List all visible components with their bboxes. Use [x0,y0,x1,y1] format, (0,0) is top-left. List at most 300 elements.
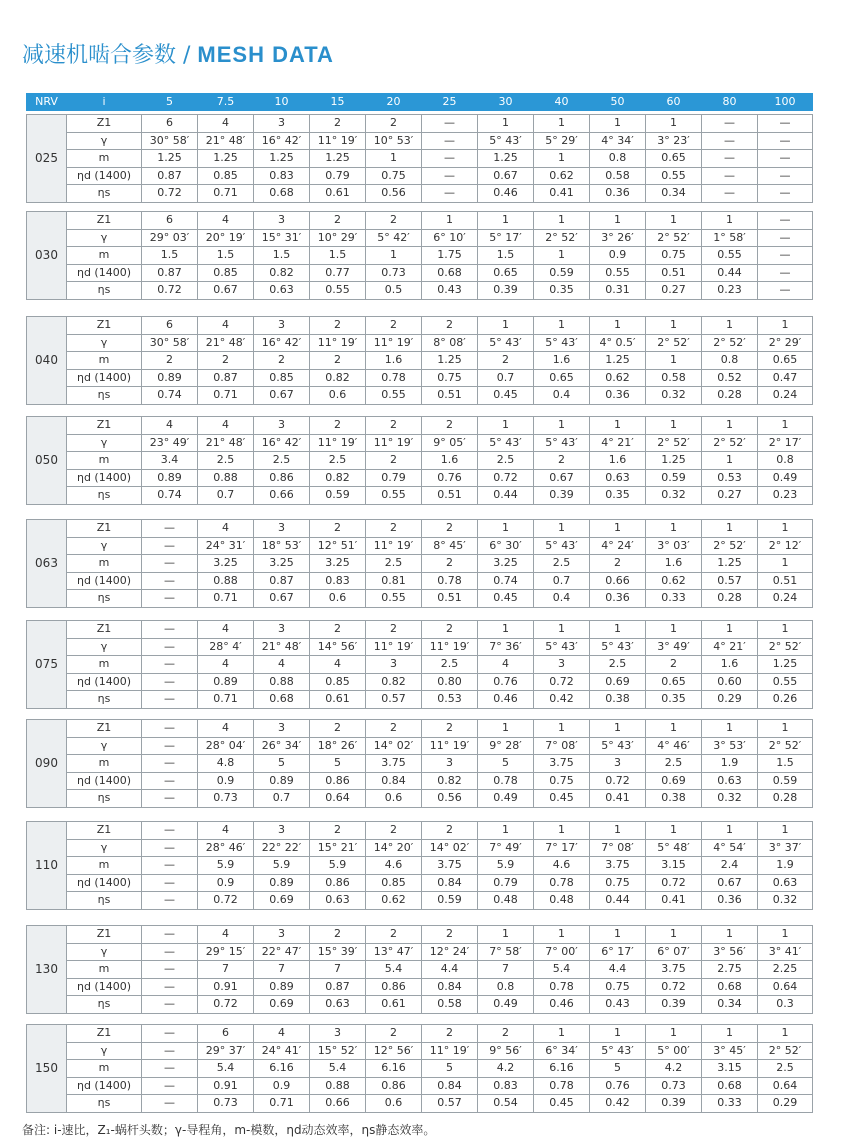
data-cell: 0.32 [702,790,758,808]
data-cell: 2 [590,555,646,573]
data-cell: 2° 12′ [758,537,813,555]
data-cell: 2 [310,520,366,538]
data-cell: 1.25 [646,452,702,470]
data-cell: 0.51 [758,572,813,590]
data-cell: 1 [646,926,702,944]
data-cell: 1.6 [646,555,702,573]
parameter-label: γ [67,537,142,555]
data-cell: 4.2 [478,1060,534,1078]
data-cell: 1 [646,317,702,335]
data-cell: 0.41 [534,185,590,203]
data-cell: 1.6 [590,452,646,470]
table-row [27,185,813,203]
data-cell: 0.82 [422,772,478,790]
nrv-block-table [26,719,813,808]
data-cell: 1 [590,417,646,435]
data-cell: 0.67 [254,590,310,608]
nrv-block-table [26,416,813,505]
header-cell: NRV [27,94,67,111]
data-cell: 0.7 [254,790,310,808]
data-cell: 1.25 [590,352,646,370]
data-cell: 0.31 [590,282,646,300]
table-row [27,943,813,961]
data-cell: 3.75 [422,857,478,875]
data-cell: 0.62 [590,369,646,387]
data-cell: 0.86 [366,1077,422,1095]
data-cell: 2.5 [310,452,366,470]
nrv-block-table [26,519,813,608]
data-cell: 1 [534,317,590,335]
parameter-label: ηs [67,790,142,808]
data-cell: 0.55 [590,264,646,282]
data-cell: 2 [142,352,198,370]
data-cell: 5° 42′ [366,229,422,247]
data-cell: 3° 23′ [646,132,702,150]
data-cell: 0.80 [422,673,478,691]
data-cell: 0.39 [478,282,534,300]
parameter-label: ηd (1400) [67,1077,142,1095]
data-cell: 4.8 [198,755,254,773]
data-cell: 0.43 [590,996,646,1014]
data-cell: 0.61 [310,185,366,203]
data-cell: 0.8 [478,978,534,996]
data-cell: 0.75 [590,874,646,892]
data-cell: 21° 48′ [254,638,310,656]
data-cell: — [422,185,478,203]
parameter-label: γ [67,943,142,961]
table-row [27,229,813,247]
data-cell: 5° 29′ [534,132,590,150]
data-cell: 0.68 [422,264,478,282]
data-cell: 5° 43′ [534,638,590,656]
data-cell: 3 [254,417,310,435]
data-cell: 0.91 [198,1077,254,1095]
data-cell: — [142,673,198,691]
data-cell: 1 [534,621,590,639]
data-cell: 0.79 [310,167,366,185]
data-cell: 4 [198,520,254,538]
data-cell: 0.78 [534,874,590,892]
nrv-block-table [26,1024,813,1113]
data-cell: — [142,1060,198,1078]
data-cell: 0.57 [702,572,758,590]
table-row [27,772,813,790]
data-cell: 0.36 [702,892,758,910]
nrv-block-table [26,316,813,405]
data-cell: 0.61 [366,996,422,1014]
data-cell: 11° 19′ [422,638,478,656]
data-cell: 8° 08′ [422,334,478,352]
data-cell: 2 [310,417,366,435]
data-cell: 0.7 [478,369,534,387]
data-cell: 4° 46′ [646,737,702,755]
data-cell: 0.59 [310,487,366,505]
data-cell: 0.28 [758,790,813,808]
data-cell: 0.65 [534,369,590,387]
data-cell: 0.45 [534,790,590,808]
data-cell: 2 [422,720,478,738]
data-cell: 0.57 [366,691,422,709]
data-cell: 4° 0.5′ [590,334,646,352]
data-cell: 0.84 [422,978,478,996]
data-cell: — [702,150,758,168]
data-cell: 0.67 [534,469,590,487]
parameter-label: m [67,656,142,674]
data-cell: — [758,282,813,300]
data-cell: — [758,150,813,168]
data-cell: 0.75 [422,369,478,387]
data-cell: 0.44 [702,264,758,282]
data-cell: 0.86 [254,469,310,487]
data-cell: 6 [198,1025,254,1043]
data-cell: 2 [310,822,366,840]
data-cell: 0.60 [702,673,758,691]
data-cell: 0.59 [646,469,702,487]
data-cell: 0.63 [758,874,813,892]
data-cell: 5° 48′ [646,839,702,857]
data-cell: 0.73 [646,1077,702,1095]
data-cell: 6.16 [366,1060,422,1078]
parameter-label: ηs [67,1095,142,1113]
data-cell: 0.8 [702,352,758,370]
data-cell: 6 [142,115,198,133]
data-cell: 4.6 [366,857,422,875]
parameter-label: ηs [67,691,142,709]
table-row [27,469,813,487]
table-row [27,1095,813,1113]
data-cell: 0.85 [310,673,366,691]
data-cell: 0.23 [758,487,813,505]
data-cell: 2 [422,417,478,435]
data-cell: 0.85 [366,874,422,892]
table-row [27,790,813,808]
data-cell: 5° 00′ [646,1042,702,1060]
data-cell: 2° 52′ [702,434,758,452]
data-cell: 0.55 [758,673,813,691]
data-cell: 1 [534,720,590,738]
nrv-size-label: 110 [27,822,67,910]
data-cell: 30° 58′ [142,334,198,352]
data-cell: 1 [534,212,590,230]
data-cell: 0.69 [590,673,646,691]
data-cell: 2.25 [758,961,813,979]
data-cell: 2 [198,352,254,370]
title-en: MESH DATA [197,42,334,67]
data-cell: 1.25 [702,555,758,573]
data-cell: — [758,167,813,185]
data-cell: 0.43 [422,282,478,300]
data-cell: 0.3 [758,996,813,1014]
header-cell: 30 [478,94,534,111]
data-cell: — [142,656,198,674]
data-cell: — [702,185,758,203]
data-cell: 4 [198,317,254,335]
header-cell: 40 [534,94,590,111]
data-cell: 11° 19′ [422,737,478,755]
table-row [27,555,813,573]
data-cell: 1.6 [702,656,758,674]
data-cell: 0.86 [310,772,366,790]
data-cell: 1.25 [422,352,478,370]
data-cell: 3.15 [646,857,702,875]
parameter-label: Z1 [67,621,142,639]
data-cell: 0.59 [534,264,590,282]
data-cell: 1 [702,317,758,335]
data-cell: 0.27 [702,487,758,505]
data-cell: 0.7 [198,487,254,505]
nrv-size-label: 130 [27,926,67,1014]
data-cell: 4 [310,656,366,674]
data-cell: 0.78 [534,978,590,996]
data-cell: 0.83 [310,572,366,590]
data-cell: 1.5 [142,247,198,265]
parameter-label: m [67,150,142,168]
data-cell: 0.69 [254,996,310,1014]
data-cell: 4.4 [422,961,478,979]
data-cell: 2 [310,352,366,370]
data-cell: 1 [702,520,758,538]
data-cell: 2.4 [702,857,758,875]
nrv-block-table [26,821,813,910]
data-cell: 5 [254,755,310,773]
header-cell: 10 [254,94,310,111]
data-cell: 2 [366,822,422,840]
data-cell: 10° 29′ [310,229,366,247]
data-cell: 5° 43′ [590,638,646,656]
data-cell: 0.71 [198,691,254,709]
header-cell: 60 [646,94,702,111]
data-cell: 0.55 [310,282,366,300]
data-cell: 6° 30′ [478,537,534,555]
data-cell: 2 [366,926,422,944]
data-cell: 2 [310,317,366,335]
data-cell: 11° 19′ [310,334,366,352]
data-cell: 0.66 [310,1095,366,1113]
data-cell: 1 [758,1025,813,1043]
data-cell: 20° 19′ [198,229,254,247]
data-cell: 1 [646,352,702,370]
table-row [27,857,813,875]
data-cell: 3° 37′ [758,839,813,857]
data-cell: 0.64 [758,1077,813,1095]
data-cell: 1 [758,822,813,840]
header-cell: 25 [422,94,478,111]
header-cell: 80 [702,94,758,111]
data-cell: 0.75 [590,978,646,996]
data-cell: 1.6 [534,352,590,370]
data-cell: — [142,621,198,639]
data-cell: 0.89 [254,978,310,996]
data-cell: 0.84 [366,772,422,790]
data-cell: 2 [310,720,366,738]
data-cell: — [142,943,198,961]
data-cell: 1 [590,1025,646,1043]
parameter-label: γ [67,132,142,150]
parameter-label: ηs [67,892,142,910]
data-cell: 2 [422,555,478,573]
data-cell: 29° 03′ [142,229,198,247]
data-cell: 0.8 [758,452,813,470]
data-cell: 2° 52′ [758,638,813,656]
data-cell: 2 [366,1025,422,1043]
data-cell: — [702,167,758,185]
table-row [27,317,813,335]
footnote: 备注: i-速比，Z₁-蜗杆头数；γ-导程角，m-模数，ηd动态效率，ηs静态效率。 [22,1123,436,1137]
data-cell: 6° 34′ [534,1042,590,1060]
parameter-label: m [67,857,142,875]
data-cell: 0.72 [534,673,590,691]
data-cell: 3.15 [702,1060,758,1078]
data-cell: 0.58 [422,996,478,1014]
data-cell: 0.91 [198,978,254,996]
data-cell: 2° 52′ [646,434,702,452]
data-cell: 12° 24′ [422,943,478,961]
data-cell: 2 [422,520,478,538]
data-cell: — [422,115,478,133]
data-cell: 4 [198,417,254,435]
parameter-label: ηs [67,487,142,505]
data-cell: 16° 42′ [254,434,310,452]
data-cell: 2 [366,115,422,133]
data-cell: 6.16 [254,1060,310,1078]
parameter-label: Z1 [67,417,142,435]
mesh-data-header [26,93,813,111]
data-cell: 0.41 [646,892,702,910]
data-cell: 5 [310,755,366,773]
data-cell: 3 [254,822,310,840]
data-cell: 0.65 [646,673,702,691]
data-cell: 0.78 [366,369,422,387]
data-cell: 0.51 [422,590,478,608]
data-cell: 0.33 [646,590,702,608]
data-cell: 0.32 [758,892,813,910]
data-cell: 4° 34′ [590,132,646,150]
data-cell: 1 [590,212,646,230]
data-cell: 2° 52′ [534,229,590,247]
data-cell: 1.25 [198,150,254,168]
data-cell: 0.62 [366,892,422,910]
data-cell: 9° 28′ [478,737,534,755]
data-cell: 12° 56′ [366,1042,422,1060]
data-cell: 6 [142,317,198,335]
data-cell: 1 [758,417,813,435]
data-cell: 1 [478,720,534,738]
data-cell: — [142,590,198,608]
data-cell: 4 [198,621,254,639]
table-row [27,621,813,639]
data-cell: 0.38 [590,691,646,709]
data-cell: 0.28 [702,387,758,405]
data-cell: 2.5 [534,555,590,573]
data-cell: 5.4 [310,1060,366,1078]
table-row [27,691,813,709]
data-cell: 30° 58′ [142,132,198,150]
data-cell: 0.59 [422,892,478,910]
data-cell: 3.25 [198,555,254,573]
data-cell: 0.83 [254,167,310,185]
data-cell: 0.63 [702,772,758,790]
data-cell: 0.68 [254,185,310,203]
data-cell: 1 [646,520,702,538]
data-cell: 7° 00′ [534,943,590,961]
parameter-label: γ [67,229,142,247]
data-cell: 0.38 [646,790,702,808]
data-cell: 0.45 [534,1095,590,1113]
data-cell: 2 [646,656,702,674]
parameter-label: ηd (1400) [67,167,142,185]
data-cell: 1 [590,720,646,738]
data-cell: 2 [366,452,422,470]
data-cell: 1 [534,417,590,435]
data-cell: 29° 15′ [198,943,254,961]
page-title [22,38,334,69]
table-row [27,926,813,944]
parameter-label: m [67,1060,142,1078]
data-cell: 0.45 [478,590,534,608]
table-row [27,590,813,608]
table-row [27,720,813,738]
data-cell: 15° 31′ [254,229,310,247]
data-cell: 0.51 [422,487,478,505]
parameter-label: Z1 [67,822,142,840]
data-cell: 1 [366,150,422,168]
table-row [27,167,813,185]
data-cell: 0.89 [254,772,310,790]
data-cell: 0.66 [590,572,646,590]
data-cell: 0.33 [702,1095,758,1113]
data-cell: 0.46 [478,691,534,709]
data-cell: 0.42 [590,1095,646,1113]
data-cell: 0.68 [702,978,758,996]
data-cell: — [758,229,813,247]
table-row [27,978,813,996]
data-cell: 0.48 [534,892,590,910]
data-cell: 0.56 [422,790,478,808]
nrv-block-table [26,114,813,203]
data-cell: 2° 52′ [702,334,758,352]
data-cell: 1 [590,317,646,335]
data-cell: 0.72 [142,185,198,203]
data-cell: — [142,874,198,892]
data-cell: 0.67 [478,167,534,185]
data-cell: 4 [198,720,254,738]
data-cell: 1 [478,621,534,639]
data-cell: 3 [534,656,590,674]
data-cell: 0.9 [254,1077,310,1095]
data-cell: 24° 41′ [254,1042,310,1060]
parameter-label: γ [67,334,142,352]
data-cell: 0.55 [702,247,758,265]
nrv-size-label: 040 [27,317,67,405]
data-cell: 0.72 [646,978,702,996]
data-cell: 0.65 [646,150,702,168]
data-cell: 15° 52′ [310,1042,366,1060]
table-row [27,892,813,910]
data-cell: 0.87 [254,572,310,590]
data-cell: 0.35 [590,487,646,505]
data-cell: 0.39 [646,1095,702,1113]
data-cell: 11° 19′ [366,334,422,352]
data-cell: 0.87 [142,264,198,282]
data-cell: 3 [254,926,310,944]
data-cell: 2.5 [366,555,422,573]
data-cell: 0.34 [646,185,702,203]
data-cell: 2° 52′ [646,229,702,247]
table-row [27,1025,813,1043]
data-cell: 0.69 [646,772,702,790]
data-cell: 1.25 [310,150,366,168]
data-cell: 0.65 [758,352,813,370]
